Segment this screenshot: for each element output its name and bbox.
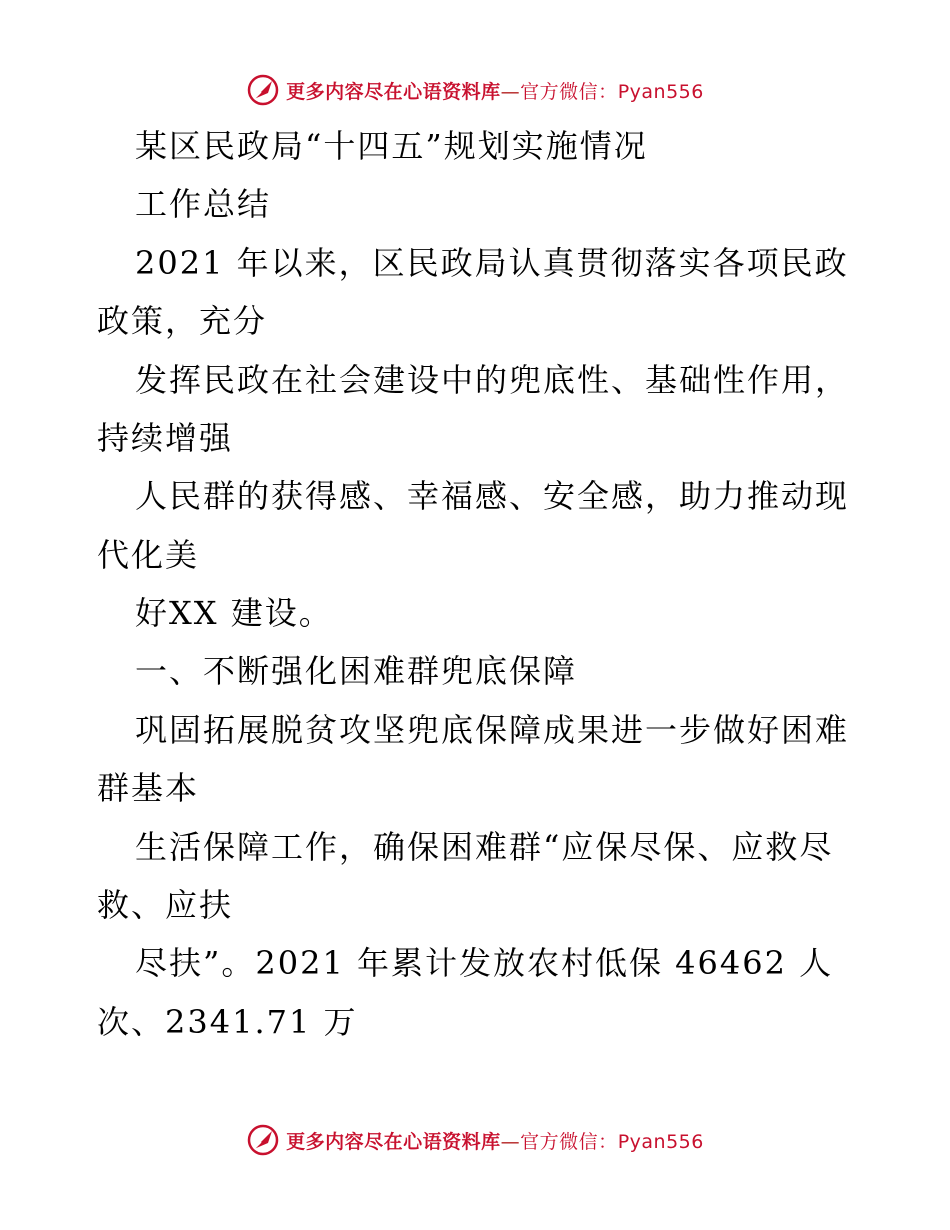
banner-wechat-id: Pyan556 bbox=[617, 80, 704, 103]
paragraph-line: 发挥民政在社会建设中的兜底性、基础性作用， bbox=[135, 361, 850, 399]
paragraph-line: 救、应扶 bbox=[97, 886, 234, 924]
paragraph-line: 人民群的获得感、幸福感、安全感，助力推动现 bbox=[135, 477, 850, 515]
footer-banner bbox=[0, 1120, 950, 1160]
paragraph-line: 政策，充分 bbox=[97, 302, 268, 340]
banner-dash: — bbox=[500, 1130, 521, 1153]
paragraph-line: 好XX 建设。 bbox=[135, 594, 333, 632]
banner-site-name: 更多内容尽在心语资料库 bbox=[286, 1130, 501, 1153]
paragraph-line: 代化美 bbox=[97, 536, 200, 574]
banner-wechat-id: Pyan556 bbox=[617, 1130, 704, 1153]
banner-wechat-label: 官方微信： bbox=[520, 80, 618, 103]
section-heading: 一、不断强化困难群兜底保障 bbox=[135, 652, 578, 690]
banner-site-name: 更多内容尽在心语资料库 bbox=[286, 80, 501, 103]
paragraph-line: 群基本 bbox=[97, 769, 200, 807]
paragraph-line: 巩固拓展脱贫攻坚兜底保障成果进一步做好困难 bbox=[135, 711, 850, 749]
paragraph-line: 2021 年以来，区民政局认真贯彻落实各项民政 bbox=[135, 244, 849, 282]
document-title-line-1: 某区民政局“十四五”规划实施情况 bbox=[135, 127, 648, 165]
banner-wechat-label: 官方微信： bbox=[520, 1130, 618, 1153]
paragraph-line: 持续增强 bbox=[97, 419, 234, 457]
quill-pen-logo-icon bbox=[246, 73, 280, 107]
document-title-line-2: 工作总结 bbox=[135, 185, 272, 223]
header-banner bbox=[0, 70, 950, 110]
banner-dash: — bbox=[500, 80, 521, 103]
banner-text bbox=[286, 77, 704, 104]
paragraph-line: 尽扶”。2021 年累计发放农村低保 46462 人 bbox=[135, 944, 834, 982]
quill-pen-logo-icon bbox=[246, 1123, 280, 1157]
paragraph-line: 生活保障工作，确保困难群“应保尽保、应救尽 bbox=[135, 828, 834, 866]
paragraph-line: 次、2341.71 万 bbox=[97, 1003, 358, 1041]
banner-text bbox=[286, 1127, 704, 1154]
